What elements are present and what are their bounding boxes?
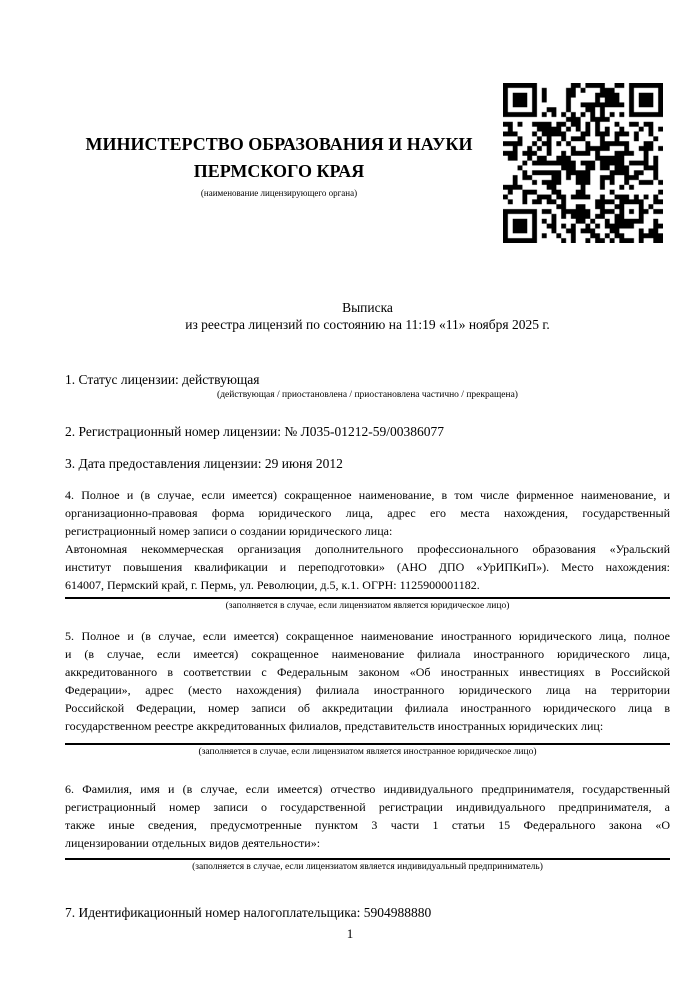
item-2-registration-number: 2. Регистрационный номер лицензии: № Л035-01212-59/00386077 [65, 424, 445, 439]
item-5-field-rule [65, 743, 670, 745]
item-4-field-rule [65, 597, 670, 599]
ministry-name-line2: ПЕРМСКОГО КРАЯ [193, 161, 365, 181]
ministry-name-line1: МИНИСТЕРСТВО ОБРАЗОВАНИЯ И НАУКИ [85, 134, 473, 154]
page-number: 1 [346, 926, 354, 941]
document-title [65, 299, 670, 333]
qr-code [503, 83, 663, 243]
ministry-caption: (наименование лицензирующего органа) [200, 188, 358, 198]
licensing-authority-header [65, 131, 493, 199]
document-title-line1: Выписка [342, 300, 393, 315]
item-3-grant-date: 3. Дата предоставления лицензии: 29 июня 2012 [65, 456, 343, 471]
item-4-caption: (заполняется в случае, если лицензиатом является юридическое лицо) [225, 601, 510, 611]
item-1-license-status: 1. Статус лицензии: действующая [65, 372, 260, 387]
item-6-caption: (заполняется в случае, если лицензиатом является индивидуальный предприниматель) [192, 862, 543, 872]
document-title-line2: из реестра лицензий по состоянию на 11:19 «11» ноября 2025 г. [185, 317, 550, 332]
item-6-field-rule [65, 858, 670, 860]
item-1-caption: (действующая / приостановлена / приостановлена частично / прекращена) [217, 390, 518, 400]
item-5-caption: (заполняется в случае, если лицензиатом является иностранное юридическое лицо) [198, 747, 537, 757]
item-6-entrepreneur-label: 6. Фамилия, имя и (в случае, если имеется) отчество индивидуального предпринимателя, государственный регистрационный номер записи о государственной регистрации индивидуального предпринимателя, а также иные сведения, предусмотренные пунктом 3 части 1 статьи 15 Федерального закона «О лицензировании отдельных видов деятельности»: [65, 782, 670, 850]
item-4-legal-entity-label: 4. Полное и (в случае, если имеется) сокращенное наименование, в том числе фирменное наименование, и организационно-правовая форма юридического лица, адрес его места нахождения, государственный регистрационный номер записи о создании юридического лица: [65, 488, 670, 538]
item-4-legal-entity-value: Автономная некоммерческая организация дополнительного профессионального образования «Уральский институт повышения квалификации и переподготовки» (АНО ДПО «УрИПКиП»). Место нахождения: 614007, Пермский край, г. Пермь, ул. Революции, д.5, к.1. ОГРН: 1125900001182. [65, 542, 670, 592]
document-body [65, 299, 670, 922]
item-7-taxpayer-number: 7. Идентификационный номер налогоплательщика: 5904988880 [65, 905, 432, 920]
item-5-empty-value [65, 735, 670, 743]
item-5-foreign-entity-label: 5. Полное и (в случае, если имеется) сокращенное наименование иностранного юридического лица, полное и (в случае, если имеется) сокращенное наименование филиала иностранного юридического лица, аккредитованного в соответствии с Федеральным законом «Об иностранных инвестициях в Российской Федерации», адрес (место нахождения) филиала иностранного юридического лица на территории Российской Федерации, номер записи об аккредитации филиала иностранного юридического лица в государственном реестре аккредитованных филиалов, представительств иностранных юридических лиц: [65, 629, 670, 733]
